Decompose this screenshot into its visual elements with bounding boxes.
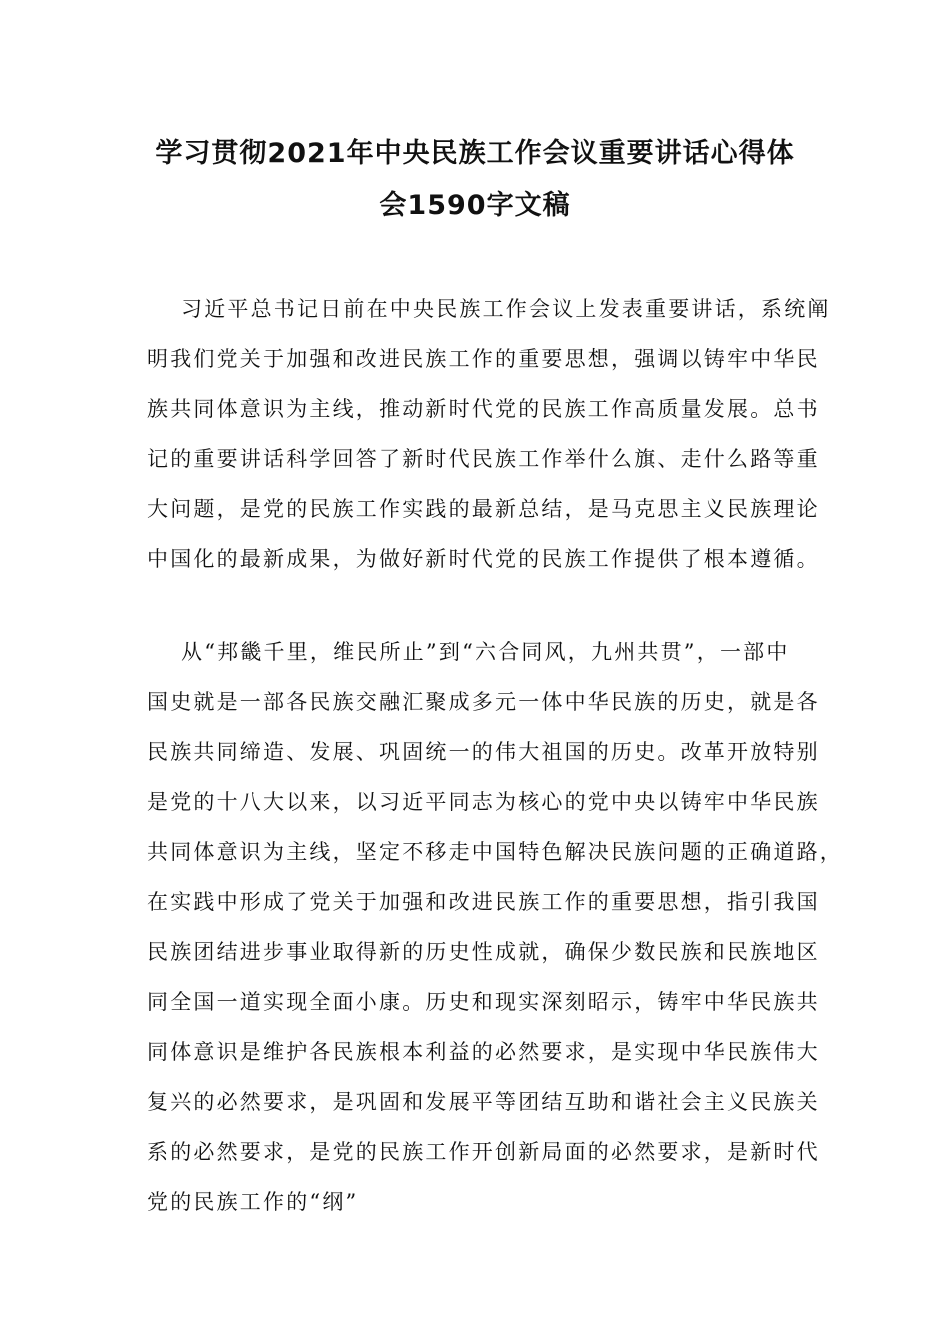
- title-line-1: 学习贯彻2021年中央民族工作会议重要讲话心得体: [155, 138, 795, 169]
- paragraph-2: [147, 627, 843, 1227]
- paragraph-line: 在实践中形成了党关于加强和改进民族工作的重要思想，指引我国: [147, 890, 820, 914]
- paragraph-line: 共同体意识为主线，坚定不移走中国特色解决民族问题的正确道路，: [147, 840, 843, 864]
- paragraph-line: 系的必然要求，是党的民族工作开创新局面的必然要求，是新时代: [147, 1140, 820, 1164]
- paragraph-line: 民族共同缔造、发展、巩固统一的伟大祖国的历史。改革开放特别: [147, 740, 820, 764]
- paragraph-line: 族共同体意识为主线，推动新时代党的民族工作高质量发展。总书: [147, 397, 820, 421]
- paragraph-line: 同体意识是维护各民族根本利益的必然要求，是实现中华民族伟大: [147, 1040, 820, 1064]
- paragraph-line: 习近平总书记日前在中央民族工作会议上发表重要讲话，系统阐: [181, 297, 831, 321]
- paragraph-line: 同全国一道实现全面小康。历史和现实深刻昭示，铸牢中华民族共: [147, 990, 820, 1014]
- paragraph-line: 国史就是一部各民族交融汇聚成多元一体中华民族的历史，就是各: [147, 690, 820, 714]
- paragraph-line: 明我们党关于加强和改进民族工作的重要思想，强调以铸牢中华民: [147, 347, 820, 371]
- paragraph-line: 党的民族工作的“纲”: [147, 1190, 359, 1214]
- paragraph-line: 大问题，是党的民族工作实践的最新总结，是马克思主义民族理论: [147, 497, 820, 521]
- paragraph-1: [147, 284, 831, 584]
- paragraph-line: 复兴的必然要求，是巩固和发展平等团结互助和谐社会主义民族关: [147, 1090, 820, 1114]
- title-line-2: 会1590字文稿: [379, 190, 571, 221]
- paragraph-line: 记的重要讲话科学回答了新时代民族工作举什么旗、走什么路等重: [147, 447, 820, 471]
- paragraph-line: 民族团结进步事业取得新的历史性成就，确保少数民族和民族地区: [147, 940, 820, 964]
- paragraph-line: 中国化的最新成果，为做好新时代党的民族工作提供了根本遵循。: [147, 547, 820, 571]
- document-title: [110, 128, 840, 232]
- paragraph-line: 从“邦畿千里，维民所止”到“六合同风，九州共贯”，一部中: [181, 640, 790, 664]
- paragraph-line: 是党的十八大以来，以习近平同志为核心的党中央以铸牢中华民族: [147, 790, 820, 814]
